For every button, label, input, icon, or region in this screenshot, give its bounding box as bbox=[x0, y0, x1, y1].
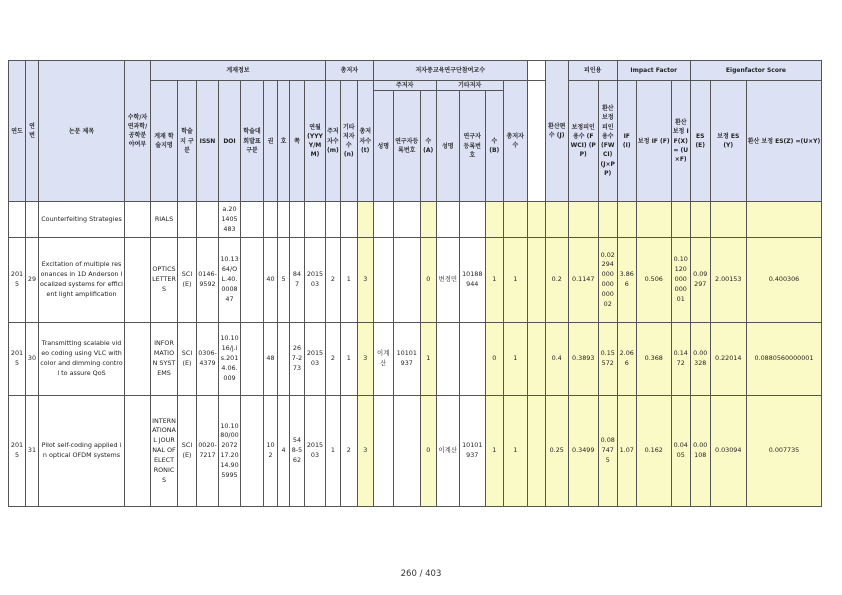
header-es-adj: 보정 ES (Y) bbox=[710, 81, 746, 202]
cell-main-reg bbox=[393, 238, 420, 323]
cell-jclass bbox=[241, 396, 264, 507]
header-main-count: 주저자수 (m) bbox=[326, 81, 341, 202]
header-es-group: Eigenfactor Score bbox=[690, 61, 821, 81]
header-other-reg: 연구자등록번호 bbox=[459, 91, 485, 202]
cell-math bbox=[125, 323, 151, 396]
cell-e: 0.09297 bbox=[690, 238, 710, 323]
cell-iss bbox=[278, 323, 290, 396]
cell-t bbox=[357, 202, 373, 238]
cell-n bbox=[340, 202, 357, 238]
cell-date: 201503 bbox=[305, 323, 326, 396]
cell-math bbox=[125, 202, 151, 238]
header-if-group: Impact Factor bbox=[617, 61, 690, 81]
table-row bbox=[9, 202, 822, 238]
cell-y: 2.00153 bbox=[710, 238, 746, 323]
header-blank-2 bbox=[527, 81, 545, 202]
cell-n: 1 bbox=[340, 323, 357, 396]
header-other-name: 성명 bbox=[436, 91, 459, 202]
cell-main-reg: 10101937 bbox=[393, 323, 420, 396]
cell-vol: 102 bbox=[264, 396, 278, 507]
cell-main-name bbox=[373, 396, 393, 507]
cell-a bbox=[420, 202, 436, 238]
header-main-author: 주저자 bbox=[373, 81, 436, 91]
cell-f bbox=[636, 202, 671, 238]
cell-pp: 0.3893 bbox=[568, 323, 598, 396]
header-iss: 호 bbox=[278, 81, 290, 202]
cell-journal: INFORMATION SYSTEMS bbox=[151, 323, 178, 396]
page-number: 260 / 403 bbox=[400, 569, 442, 579]
cell-doi: a.20 1405 483 bbox=[219, 202, 241, 238]
cell-other-reg bbox=[459, 202, 485, 238]
cell-math bbox=[125, 396, 151, 507]
cell-a: 0 bbox=[420, 396, 436, 507]
cell-year: 2015 bbox=[9, 238, 26, 323]
table-row bbox=[9, 396, 822, 507]
cell-main-name bbox=[373, 238, 393, 323]
cell-t: 3 bbox=[357, 238, 373, 323]
cell-blank bbox=[527, 323, 545, 396]
cell-blank bbox=[527, 238, 545, 323]
cell-e: 0.00108 bbox=[690, 396, 710, 507]
cell-z: 0.400306 bbox=[746, 238, 821, 323]
header-journal: 게재 학술지명 bbox=[151, 81, 178, 202]
cell-other-reg: 10188944 bbox=[459, 238, 485, 323]
header-fwci: 보정피인용수 (FWCI) (PP) bbox=[568, 81, 598, 202]
cell-j bbox=[545, 202, 568, 238]
cell-pp bbox=[568, 202, 598, 238]
cell-n: 2 bbox=[340, 396, 357, 507]
cell-a: 0 bbox=[420, 238, 436, 323]
header-total-group: 총저자 bbox=[326, 61, 374, 81]
header-no: 연번 bbox=[26, 61, 39, 202]
header-math: 수학/자연과학/공학분야여부 bbox=[125, 61, 151, 202]
header-title: 논문 제목 bbox=[39, 61, 125, 202]
cell-ftotal bbox=[503, 202, 527, 238]
cell-other-name bbox=[436, 202, 459, 238]
cell-main-name: 이계산 bbox=[373, 323, 393, 396]
header-doi: DOI bbox=[219, 81, 241, 202]
cell-j: 0.4 bbox=[545, 323, 568, 396]
cell-page: 847 bbox=[290, 238, 305, 323]
cell-vol: 48 bbox=[264, 323, 278, 396]
cell-ftotal: 1 bbox=[503, 238, 527, 323]
cell-x: 0.1012000000001 bbox=[671, 238, 690, 323]
cell-other-name: 변경민 bbox=[436, 238, 459, 323]
cell-jclass bbox=[241, 323, 264, 396]
cell-i: 3.866 bbox=[617, 238, 636, 323]
cell-ftotal: 1 bbox=[503, 323, 527, 396]
header-if-adj: 보정 IF (F) bbox=[636, 81, 671, 202]
cell-other-reg bbox=[459, 323, 485, 396]
cell-doi: 10.1364/OL.40.000847 bbox=[219, 238, 241, 323]
cell-i bbox=[617, 202, 636, 238]
cell-no: 31 bbox=[26, 396, 39, 507]
cell-f: 0.506 bbox=[636, 238, 671, 323]
cell-issn: 0306-4379 bbox=[197, 323, 219, 396]
cell-main-reg bbox=[393, 202, 420, 238]
cell-b: 1 bbox=[485, 396, 503, 507]
cell-x: 0.1472 bbox=[671, 323, 690, 396]
cell-vol bbox=[264, 202, 278, 238]
cell-level: SCI(E) bbox=[178, 396, 197, 507]
table-row bbox=[9, 323, 822, 396]
cell-vol: 40 bbox=[264, 238, 278, 323]
cell-no: 30 bbox=[26, 323, 39, 396]
cell-x bbox=[671, 202, 690, 238]
cell-jpp: 0.15572 bbox=[598, 323, 617, 396]
cell-y: 0.22014 bbox=[710, 323, 746, 396]
header-es: ES (E) bbox=[690, 81, 710, 202]
cell-year: 2015 bbox=[9, 396, 26, 507]
cell-issn: 0146-9592 bbox=[197, 238, 219, 323]
cell-i: 1.07 bbox=[617, 396, 636, 507]
cell-journal: OPTICS LETTERS bbox=[151, 238, 178, 323]
cell-blank bbox=[527, 396, 545, 507]
table-row bbox=[9, 238, 822, 323]
cell-pp: 0.1147 bbox=[568, 238, 598, 323]
cell-main-reg bbox=[393, 396, 420, 507]
header-issn: ISSN bbox=[197, 81, 219, 202]
header-main-cnt: 수 (A) bbox=[420, 91, 436, 202]
header-year: 연도 bbox=[9, 61, 26, 202]
header-if-conv: 환산 보정 IF(X) = (U×F) bbox=[671, 81, 690, 202]
cell-e: 0.00328 bbox=[690, 323, 710, 396]
cell-t: 3 bbox=[357, 396, 373, 507]
cell-title: Excitation of multiple resonances in 1D Anderson localized systems for efficient light amplification bbox=[39, 238, 125, 323]
header-other-count: 기타저자수 (n) bbox=[340, 81, 357, 202]
cell-b: 0 bbox=[485, 323, 503, 396]
cell-level: SCI(E) bbox=[178, 323, 197, 396]
header-fwci-conv: 환산보정피인용수 (FWCI) (J×PP) bbox=[598, 81, 617, 202]
cell-x: 0.0405 bbox=[671, 396, 690, 507]
cell-math bbox=[125, 238, 151, 323]
header-other-author: 기타저자 bbox=[436, 81, 503, 91]
cell-page: 267-273 bbox=[290, 323, 305, 396]
cell-m bbox=[326, 202, 341, 238]
header-date: 연월 (YYYY/MM) bbox=[305, 81, 326, 202]
cell-jpp bbox=[598, 202, 617, 238]
cell-jclass bbox=[241, 202, 264, 238]
header-pub-group: 게재정보 bbox=[151, 61, 326, 81]
cell-level bbox=[178, 202, 197, 238]
cell-other-reg: 10101937 bbox=[459, 396, 485, 507]
header-vol: 권 bbox=[264, 81, 278, 202]
cell-y: 0.03094 bbox=[710, 396, 746, 507]
cell-other-name: 이계산 bbox=[436, 396, 459, 507]
cell-ftotal: 1 bbox=[503, 396, 527, 507]
cell-y bbox=[710, 202, 746, 238]
cell-jpp: 0.087475 bbox=[598, 396, 617, 507]
header-main-reg: 연구자등록번호 bbox=[393, 91, 420, 202]
header-jclass: 학술대회발표구분 bbox=[241, 81, 264, 202]
cell-m: 2 bbox=[326, 323, 341, 396]
cell-b: 1 bbox=[485, 238, 503, 323]
cell-no bbox=[26, 202, 39, 238]
cell-pp: 0.3499 bbox=[568, 396, 598, 507]
cell-j: 0.2 bbox=[545, 238, 568, 323]
table-body bbox=[9, 202, 822, 507]
cell-n: 1 bbox=[340, 238, 357, 323]
header-total-count: 총저자수 (t) bbox=[357, 81, 373, 202]
cell-f: 0.162 bbox=[636, 396, 671, 507]
cell-other-name bbox=[436, 323, 459, 396]
header-page: 쪽 bbox=[290, 81, 305, 202]
cell-iss: 5 bbox=[278, 238, 290, 323]
cell-j: 0.25 bbox=[545, 396, 568, 507]
cell-t: 3 bbox=[357, 323, 373, 396]
cell-date: 201503 bbox=[305, 396, 326, 507]
cell-journal: RIALS bbox=[151, 202, 178, 238]
header-blank bbox=[527, 61, 545, 81]
cell-page bbox=[290, 202, 305, 238]
cell-title: Counterfeiting Strategies bbox=[39, 202, 125, 238]
cell-issn: 0020-7217 bbox=[197, 396, 219, 507]
cell-b bbox=[485, 202, 503, 238]
header-faculty-group: 저자중교육연구단참여교수 bbox=[373, 61, 527, 81]
cell-jpp: 0.0229400000000002 bbox=[598, 238, 617, 323]
cell-a: 1 bbox=[420, 323, 436, 396]
cell-blank bbox=[527, 202, 545, 238]
header-if: IF (I) bbox=[617, 81, 636, 202]
cell-level: SCI(E) bbox=[178, 238, 197, 323]
cell-page: 548-562 bbox=[290, 396, 305, 507]
cell-year: 2015 bbox=[9, 323, 26, 396]
cell-journal: INTERNATIONAL JOURNAL OF ELECTRONICS bbox=[151, 396, 178, 507]
cell-m: 2 bbox=[326, 238, 341, 323]
cell-doi: 10.1080/00207217.2014.905995 bbox=[219, 396, 241, 507]
cell-iss: 4 bbox=[278, 396, 290, 507]
cell-main-name bbox=[373, 202, 393, 238]
cell-issn bbox=[197, 202, 219, 238]
cell-i: 2.066 bbox=[617, 323, 636, 396]
header-main-name: 성명 bbox=[373, 91, 393, 202]
header-es-conv: 환산 보정 ES(Z) =(U×Y) bbox=[746, 81, 821, 202]
cell-iss bbox=[278, 202, 290, 238]
cell-year bbox=[9, 202, 26, 238]
cell-f: 0.368 bbox=[636, 323, 671, 396]
header-level: 학술지 구분 bbox=[178, 81, 197, 202]
research-papers-table bbox=[8, 60, 822, 507]
cell-z: 0.0880560000001 bbox=[746, 323, 821, 396]
header-conv: 환산편수 (J) bbox=[545, 61, 568, 202]
cell-jclass bbox=[241, 238, 264, 323]
header-faculty-total: 총저자수 bbox=[503, 81, 527, 202]
cell-no: 29 bbox=[26, 238, 39, 323]
cell-doi: 10.1016/j.is.2014.06.009 bbox=[219, 323, 241, 396]
cell-e bbox=[690, 202, 710, 238]
table-header bbox=[9, 61, 822, 202]
cell-title: Transmitting scalable video coding using VLC with color and dimming control to assure QoS bbox=[39, 323, 125, 396]
cell-m: 1 bbox=[326, 396, 341, 507]
header-other-cnt: 수 (B) bbox=[485, 91, 503, 202]
cell-date: 201503 bbox=[305, 238, 326, 323]
cell-date bbox=[305, 202, 326, 238]
cell-z bbox=[746, 202, 821, 238]
cell-z: 0.007735 bbox=[746, 396, 821, 507]
header-cite-group: 피인용 bbox=[568, 61, 617, 81]
cell-title: Pilot self-coding applied in optical OFDM systems bbox=[39, 396, 125, 507]
